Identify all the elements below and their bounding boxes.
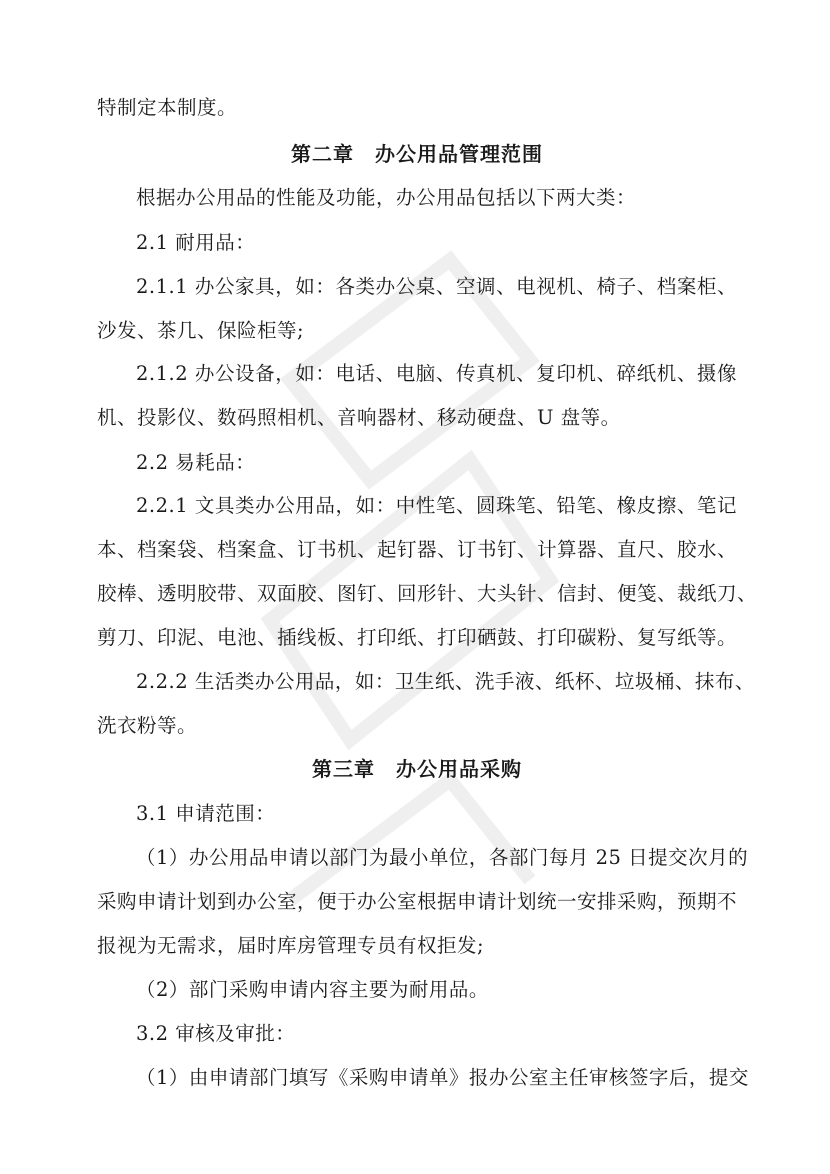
paragraph-line: 2.2.1 文具类办公用品，如：中性笔、圆珠笔、铅笔、橡皮擦、笔记 bbox=[136, 494, 737, 517]
paragraph-line: 机、投影仪、数码照相机、音响器材、移动硬盘、U 盘等。 bbox=[97, 406, 621, 429]
paragraph-line: 沙发、茶几、保险柜等; bbox=[97, 319, 305, 342]
paragraph-line: 报视为无需求，届时库房管理专员有权拒发; bbox=[97, 934, 485, 957]
paragraph-line: 本、档案袋、档案盒、订书机、起钉器、订书钉、计算器、直尺、胶水、 bbox=[97, 538, 738, 561]
chapter-3-heading: 第三章 办公用品采购 bbox=[312, 757, 522, 781]
section-2-1-title: 2.1 耐用品： bbox=[136, 231, 256, 254]
chapter-2-heading: 第二章 办公用品管理范围 bbox=[291, 142, 543, 166]
paragraph-line: 胶棒、透明胶带、双面胶、图钉、回形针、大头针、信封、便笺、裁纸刀、 bbox=[97, 582, 758, 605]
paragraph-line: 洗衣粉等。 bbox=[97, 714, 198, 737]
paragraph-line: （1）办公用品申请以部门为最小单位，各部门每月 25 日提交次月的 bbox=[136, 846, 749, 869]
section-3-2-title: 3.2 审核及审批： bbox=[136, 1022, 296, 1045]
section-3-1-title: 3.1 申请范围： bbox=[136, 802, 276, 825]
paragraph-line: 2.1.2 办公设备，如：电话、电脑、传真机、复印机、碎纸机、摄像 bbox=[136, 362, 737, 385]
paragraph-line: 2.2.2 生活类办公用品，如：卫生纸、洗手液、纸杯、垃圾桶、抹布、 bbox=[136, 670, 755, 693]
paragraph-line: （2）部门采购申请内容主要为耐用品。 bbox=[136, 978, 489, 1001]
paragraph-line: 剪刀、印泥、电池、插线板、打印纸、打印硒鼓、打印碳粉、复写纸等。 bbox=[97, 626, 738, 649]
paragraph-line: 2.1.1 办公家具，如：各类办公桌、空调、电视机、椅子、档案柜、 bbox=[136, 275, 737, 298]
paragraph-line: 采购申请计划到办公室，便于办公室根据申请计划统一安排采购，预期不 bbox=[97, 890, 738, 913]
paragraph-line: 特制定本制度。 bbox=[97, 96, 238, 119]
paragraph-line: 根据办公用品的性能及功能，办公用品包括以下两大类： bbox=[136, 186, 637, 209]
paragraph-line: （1）由申请部门填写《采购申请单》报办公室主任审核签字后，提交 bbox=[136, 1066, 749, 1089]
section-2-2-title: 2.2 易耗品： bbox=[136, 451, 256, 474]
